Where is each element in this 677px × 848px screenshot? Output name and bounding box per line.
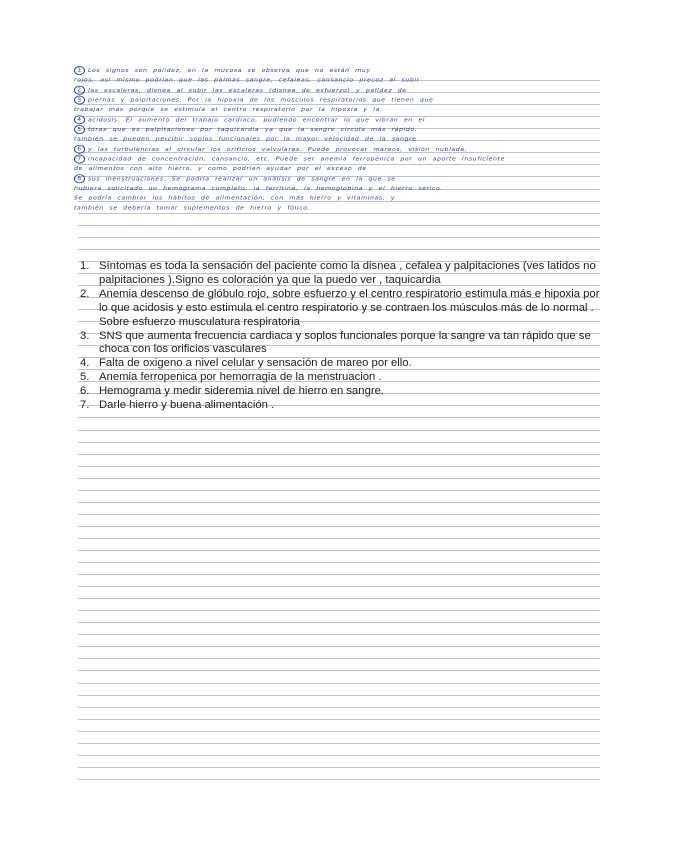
ruled-line: [78, 454, 600, 455]
answer-number: 2.: [80, 287, 90, 300]
ruled-line: [78, 562, 600, 563]
answer-text: Anemia descenso de glóbulo rojo, sobre esfuerzo y el centro respiratorio estimula más e hipoxia por lo que acidosis y esto estimula el centro respiratorio y se contraen los músculos más de lo normal . Sobre esfuerzo musculatura respiratoria: [99, 287, 600, 328]
ruled-line: [78, 237, 600, 238]
ruled-line: [78, 478, 600, 479]
handwritten-item-number: 5: [74, 125, 85, 134]
handwritten-line: [74, 66, 604, 76]
ruled-line: [78, 249, 600, 250]
ruled-line: [78, 538, 600, 539]
answer-number: 3.: [80, 329, 90, 342]
answer-item: [80, 288, 600, 330]
handwritten-item-number: 2: [74, 86, 85, 95]
ruled-line: [78, 598, 600, 599]
handwritten-text: las escaleras, disnea al subir las escaleras (disnea de esfuerzo) y palidez de: [88, 87, 407, 94]
ruled-line: [78, 550, 600, 551]
ruled-line: [78, 514, 600, 515]
handwritten-text: y las turbulencias al circular los orificios valvulares. Puede provocar mareos, visión nublada,: [88, 146, 468, 153]
handwritten-line: [74, 86, 604, 96]
ruled-line: [78, 695, 600, 696]
ruled-line: [78, 526, 600, 527]
handwritten-line: [74, 184, 604, 194]
handwritten-text: también se pueden percibir soplos funcionales por la mayor velocidad de la sangre: [74, 136, 417, 143]
handwritten-text: acidosis. El aumento del trabajo cardíaco, pudiendo encontrar lo que vibran en el: [88, 117, 426, 123]
handwritten-text: incapacidad de concentración, cansancio, etc. Puede ser anemia ferropénica por un aporte insuficiente: [88, 156, 505, 163]
ruled-line: [78, 430, 600, 431]
ruled-line: [78, 442, 600, 443]
ruled-line: [78, 731, 600, 732]
handwritten-item-number: 3: [74, 96, 85, 105]
handwritten-text: trabajar más porque se estimula el centro respiratorio por la hipoxia y la: [74, 107, 380, 113]
handwritten-text: sus menstruaciones. Se podría realizar un análisis de sangre en la que se: [88, 176, 396, 183]
answer-item: [80, 399, 600, 413]
answer-number: 4.: [80, 357, 90, 370]
answer-number: 5.: [80, 371, 90, 384]
answer-item: [80, 371, 600, 385]
handwritten-text: también se debería tomar suplementos de hierro y fólico.: [74, 205, 311, 212]
handwritten-item-number: 8: [74, 174, 85, 183]
handwritten-text: piernas y palpitaciones. Por la hipoxia de los músculos respiratorios que tienen que: [88, 97, 434, 104]
handwritten-line: [74, 76, 604, 86]
typed-answers-list: [80, 260, 600, 413]
ruled-line: [78, 417, 600, 418]
handwritten-line: [74, 105, 604, 115]
ruled-line: [78, 670, 600, 671]
ruled-line: [78, 610, 600, 611]
handwritten-item-number: 1: [74, 66, 85, 75]
ruled-line: [78, 658, 600, 659]
answer-item: [80, 385, 600, 399]
handwritten-line: [74, 115, 604, 125]
answer-text: Hemograma y medir sideremia nivel de hierro en sangre.: [99, 385, 385, 398]
handwritten-line: [74, 96, 604, 106]
handwritten-line: [74, 135, 604, 145]
handwritten-text: de alimentos con alto hierro, y como podrían ayudar por el exceso de: [74, 166, 367, 172]
ruled-line: [78, 779, 600, 780]
ruled-line: [78, 490, 600, 491]
handwritten-text: tórax que es palpitaciones por taquicardia ya que la sangre circula más rápido,: [88, 127, 418, 133]
handwritten-line: [74, 125, 604, 135]
answer-number: 7.: [80, 399, 90, 412]
handwritten-line: [74, 155, 604, 165]
ruled-line: [78, 767, 600, 768]
handwritten-text: Se podría cambiar los hábitos de alimentación, con más hierro y vitaminas, y: [74, 195, 396, 202]
answer-item: [80, 357, 600, 371]
handwritten-line: [74, 194, 604, 204]
answer-number: 6.: [80, 385, 90, 398]
ruled-line: [78, 707, 600, 708]
ruled-line: [78, 466, 600, 467]
handwritten-text: hubiera solicitado un hemograma completo, la ferritina, la hemoglobina y el hierro sérico.: [74, 185, 443, 192]
answer-text: Síntomas es toda la sensación del paciente como la disnea , cefalea y palpitaciones (ves latidos no palpitaciones ).Signo es coloración ya que la puedo ver , taquicardia: [99, 260, 596, 286]
handwritten-item-number: 7: [74, 155, 85, 164]
ruled-line: [78, 634, 600, 635]
handwritten-line: [74, 204, 604, 214]
ruled-line: [78, 743, 600, 744]
ruled-line: [78, 574, 600, 575]
ruled-line: [78, 225, 600, 226]
handwritten-item-number: 6: [74, 145, 85, 154]
handwritten-line: [74, 145, 604, 155]
handwritten-line: [74, 174, 604, 184]
ruled-line: [78, 755, 600, 756]
ruled-line: [78, 502, 600, 503]
handwritten-line: [74, 164, 604, 174]
handwritten-item-number: 4: [74, 115, 85, 124]
answer-text: Falta de oxigeno a nivel celular y sensación de mareo por ello.: [99, 357, 412, 370]
handwritten-text: rojos, así mismo podrían que las palmas sangre, cefaleas, cansancio precoz al subir: [74, 77, 420, 84]
ruled-line: [78, 683, 600, 684]
answer-number: 1.: [80, 260, 90, 272]
answer-text: SNS que aumenta frecuencia cardiaca y soplos funcionales porque la sangre va tan rápido que se choca con los orificios vasculares: [99, 329, 591, 356]
handwritten-answers: [74, 66, 604, 214]
handwritten-text: Los signos son pálidez, en la mucosa se observa que no están muy: [88, 68, 371, 74]
answer-text: Anemia ferropenica por hemorragia de la menstruacion .: [99, 371, 382, 384]
ruled-line: [78, 646, 600, 647]
answer-item: [80, 260, 600, 288]
answer-text: Darle hierro y buena alimentación .: [99, 399, 275, 412]
ruled-line: [78, 586, 600, 587]
answer-item: [80, 330, 600, 358]
ruled-line: [78, 622, 600, 623]
ruled-line: [78, 719, 600, 720]
